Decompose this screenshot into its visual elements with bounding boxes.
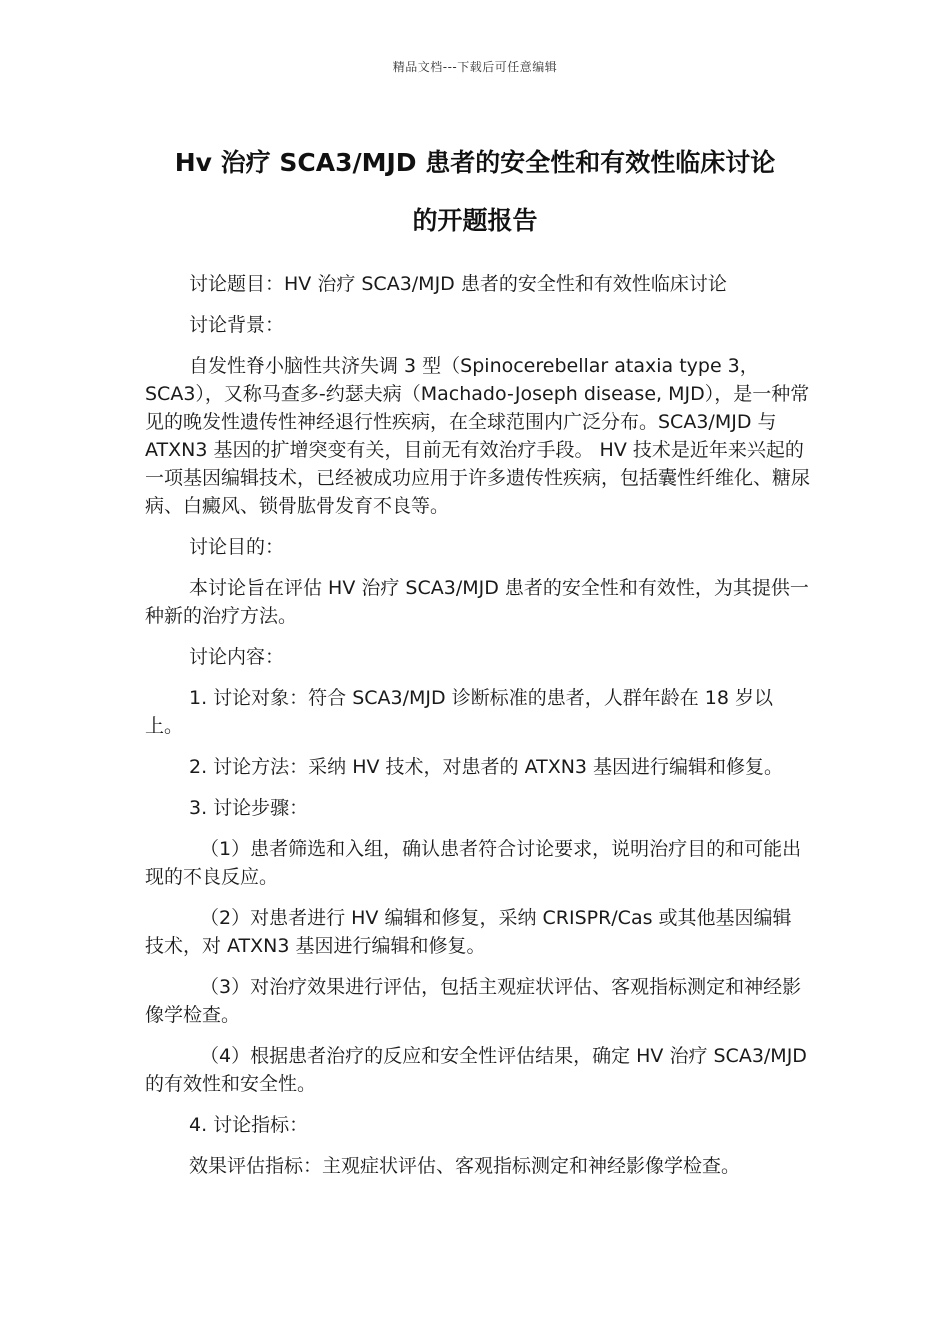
title-line-2: 的开题报告 [412,206,538,235]
topic-paragraph: 讨论题目：HV 治疗 SCA3/MJD 患者的安全性和有效性临床讨论 [189,273,727,295]
list-item-steps: 3. 讨论步骤： [189,797,309,819]
purpose-paragraph: 本讨论旨在评估 HV 治疗 SCA3/MJD 患者的安全性和有效性，为其提供一种新的治疗方法。 [145,577,809,627]
list-item-methods: 2. 讨论方法：采纳 HV 技术，对患者的 ATXN3 基因进行编辑和修复。 [189,756,784,778]
document-body [145,270,810,1193]
header-note: 精品文档---下载后可任意编辑 [392,60,558,74]
background-paragraph: 自发性脊小脑性共济失调 3 型（Spinocerebellar ataxia type 3，SCA3），又称马查多-约瑟夫病（Machado-Joseph disease, MJD），是一种常见的晚发性遗传性神经退行性疾病，在全球范围内广泛分布。SCA3/MJD 与 ATXN3 基因的扩增突变有关，目前无有效治疗手段。 HV 技术是近年来兴起的一项基因编辑技术，已经被成功应用于许多遗传性疾病，包括囊性纤维化、糖尿病、白癜风、锁骨肱骨发育不良等。 [145,355,811,517]
step-item-3: （3）对治疗效果进行评估，包括主观症状评估、客观指标测定和神经影像学检查。 [145,976,802,1026]
step-item-4: （4）根据患者治疗的反应和安全性评估结果，确定 HV 治疗 SCA3/MJD 的有效性和安全性。 [145,1045,807,1095]
content-heading: 讨论内容： [189,646,285,668]
step-item-2: （2）对患者进行 HV 编辑和修复，采纳 CRISPR/Cas 或其他基因编辑技术，对 ATXN3 基因进行编辑和修复。 [145,907,792,957]
purpose-heading: 讨论目的： [189,536,285,558]
background-heading: 讨论背景： [189,314,285,336]
list-item-indicators: 4. 讨论指标： [189,1114,309,1136]
document-title [100,134,850,250]
step-item-1: （1）患者筛选和入组，确认患者符合讨论要求，说明治疗目的和可能出现的不良反应。 [145,838,802,888]
list-item-subjects: 1. 讨论对象：符合 SCA3/MJD 诊断标准的患者，人群年龄在 18 岁以上。 [145,687,773,737]
indicators-paragraph: 效果评估指标：主观症状评估、客观指标测定和神经影像学检查。 [189,1155,741,1177]
title-line-1: Hv 治疗 SCA3/MJD 患者的安全性和有效性临床讨论 [174,148,776,177]
